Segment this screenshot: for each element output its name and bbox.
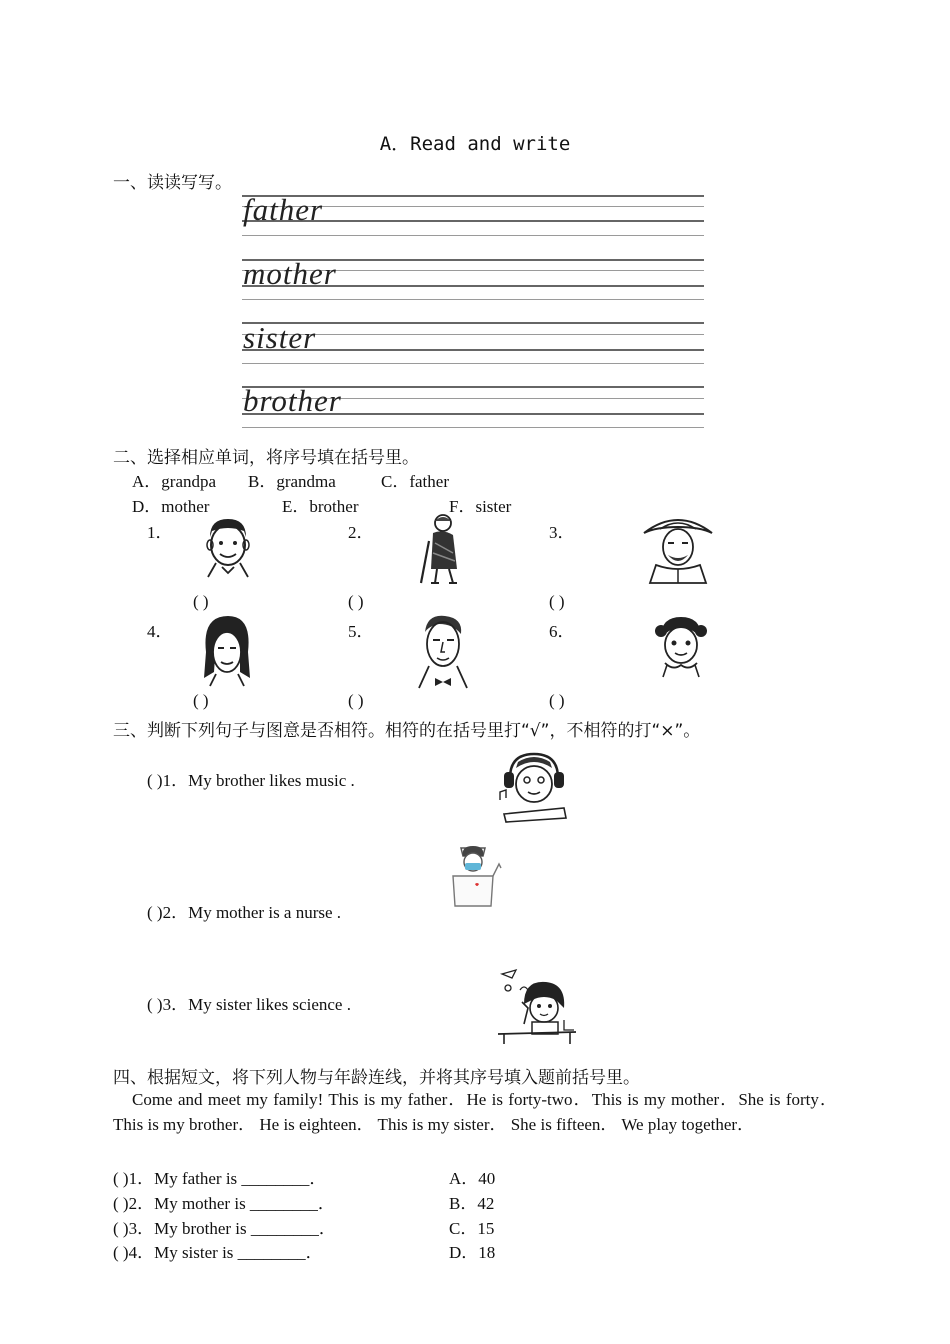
woman-face-icon [198,612,256,688]
judge-item-2[interactable]: ( )2．My mother is a nurse . [147,903,342,922]
option-f: F．sister [449,497,512,516]
item-2-blank[interactable]: ( ) [348,592,364,611]
girl-face-icon [653,613,709,679]
question-3[interactable]: ( )3．My brother is ________． [113,1219,336,1238]
option-c: C．father [381,472,449,491]
judge-item-1[interactable]: ( )1．My brother likes music . [147,771,355,790]
section2-heading: 二、选择相应单词，将序号填在括号里。 [113,448,419,468]
word-mother: mother [243,256,337,291]
answer-d[interactable]: D．18 [449,1243,496,1262]
item-6-blank[interactable]: ( ) [549,691,565,710]
answer-c[interactable]: C．15 [449,1219,495,1238]
item-1-blank[interactable]: ( ) [193,592,209,611]
item-5-number: 5． [348,622,374,641]
item-1-number: 1． [147,523,173,542]
item-4-number: 4． [147,622,173,641]
word-sister: sister [243,320,317,355]
question-1[interactable]: ( )1．My father is ________． [113,1169,327,1188]
item-3-number: 3． [549,523,575,542]
item-6-number: 6． [549,622,575,641]
word-father: father [243,192,324,227]
item-5-blank[interactable]: ( ) [348,691,364,710]
boy-headphones-icon [494,748,572,824]
grandpa-with-hat-icon [640,513,716,585]
man-with-bowtie-icon [413,612,473,690]
boy-face-icon [198,515,258,579]
word-brother: brother [243,383,342,418]
question-2[interactable]: ( )2．My mother is ________． [113,1194,335,1213]
answer-b[interactable]: B．42 [449,1194,495,1213]
option-e: E．brother [282,497,359,516]
section4-heading: 四、根据短文，将下列人物与年龄连线，并将其序号填入题前括号里。 [113,1068,640,1088]
grandma-with-cane-icon [413,513,469,587]
item-3-blank[interactable]: ( ) [549,592,565,611]
section3-heading: 三、判断下列句子与图意是否相符。相符的在括号里打“√”，不相符的打“×”。 [113,721,701,741]
judge-item-3[interactable]: ( )3．My sister likes science . [147,995,351,1014]
option-a: A．grandpa [132,472,217,491]
page-title: A．Read and write [379,133,571,155]
option-b: B．grandma [248,472,336,491]
reading-passage: Come and meet my family! This is my father．He is forty-two．This is my mother．She is forty． This is my brother． He is eighteen． This is my sister． She is fifteen． We play together． [113,1090,837,1134]
section1-heading: 一、读读写写。 [113,173,232,193]
item-2-number: 2． [348,523,374,542]
nurse-icon [445,842,503,910]
question-4[interactable]: ( )4．My sister is ________． [113,1243,323,1262]
answer-a[interactable]: A．40 [449,1169,496,1188]
girl-science-icon [494,964,578,1046]
option-d: D．mother [132,497,210,516]
item-4-blank[interactable]: ( ) [193,691,209,710]
